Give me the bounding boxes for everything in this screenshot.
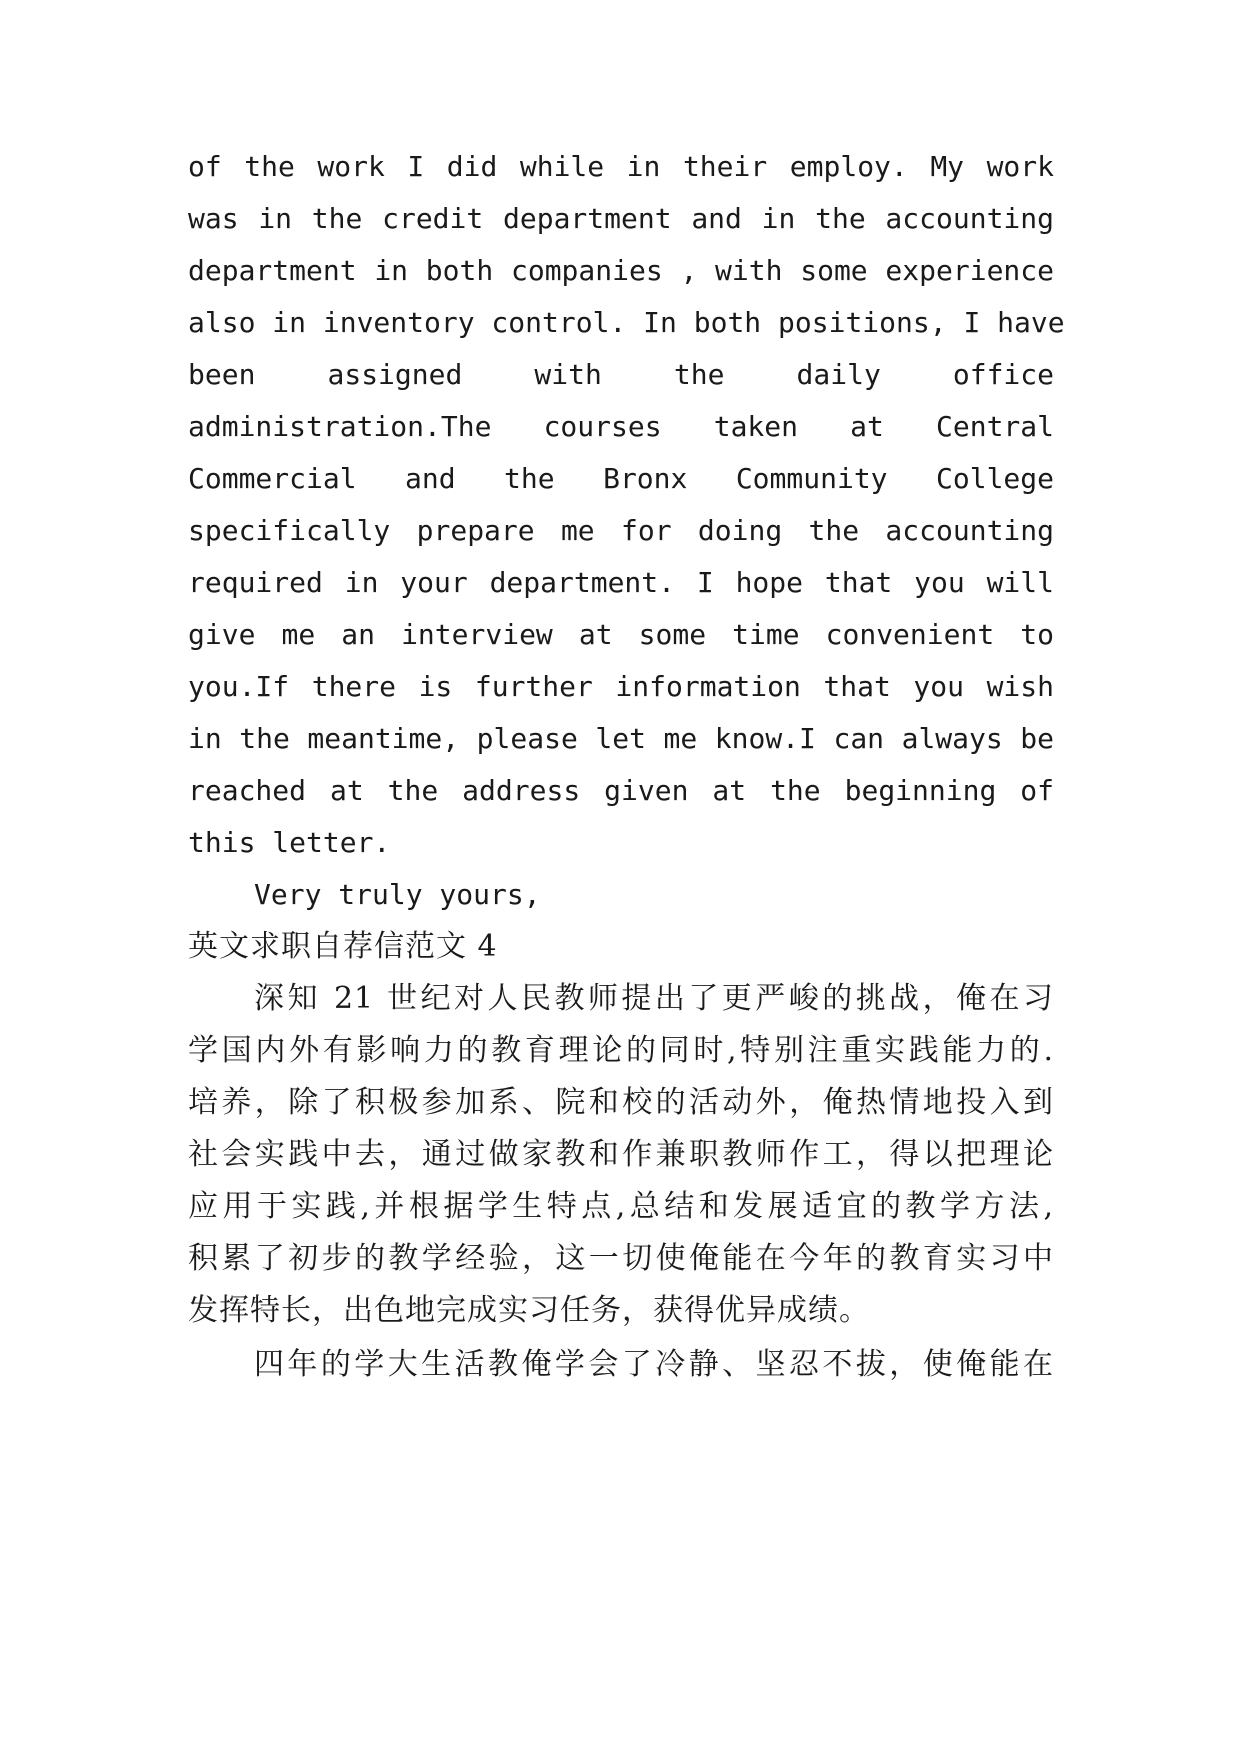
paragraph-line: 积累了初步的教学经验，这一切使俺能在今年的教育实习中 xyxy=(188,1241,1054,1276)
letter-line: department in both companies , with some experience xyxy=(188,254,1054,287)
paragraph-line: 培养，除了积极参加系、院和校的活动外，俺热情地投入到 xyxy=(188,1085,1054,1120)
letter-line: reached at the address given at the beginning of xyxy=(188,774,1054,807)
letter-line: of the work I did while in their employ. My work xyxy=(188,150,1054,183)
paragraph-line: 学国内外有影响力的教育理论的同时,特别注重实践能力的. xyxy=(188,1033,1054,1068)
letter-line: required in your department. I hope that you will xyxy=(188,566,1054,599)
letter-line: also in inventory control. In both positions, I have xyxy=(188,306,1065,339)
letter-line: specifically prepare me for doing the accounting xyxy=(188,514,1054,547)
letter-line: this letter. xyxy=(188,826,391,859)
paragraph-line: 四年的学大生活教俺学会了冷静、坚忍不拔，使俺能在 xyxy=(254,1347,1054,1382)
section-heading: 英文求职自荐信范文 4 xyxy=(188,929,498,964)
letter-line: give me an interview at some time convenient to xyxy=(188,618,1054,651)
letter-line: you.If there is further information that you wish xyxy=(188,670,1054,703)
paragraph-line: 社会实践中去，通过做家教和作兼职教师作工，得以把理论 xyxy=(188,1137,1054,1172)
letter-line: been assigned with the daily office xyxy=(188,358,1054,391)
letter-line: was in the credit department and in the accounting xyxy=(188,202,1054,235)
paragraph-line: 应用于实践,并根据学生特点,总结和发展适宜的教学方法, xyxy=(188,1189,1054,1224)
letter-line: administration.The courses taken at Central xyxy=(188,410,1054,443)
letter-line: Commercial and the Bronx Community College xyxy=(188,462,1054,495)
paragraph-line: 深知 21 世纪对人民教师提出了更严峻的挑战，俺在习 xyxy=(254,981,1054,1016)
paragraph-line: 发挥特长，出色地完成实习任务，获得优异成绩。 xyxy=(188,1293,870,1328)
letter-line: in the meantime, please let me know.I can always be xyxy=(188,722,1054,755)
letter-closing: Very truly yours, xyxy=(254,878,541,911)
